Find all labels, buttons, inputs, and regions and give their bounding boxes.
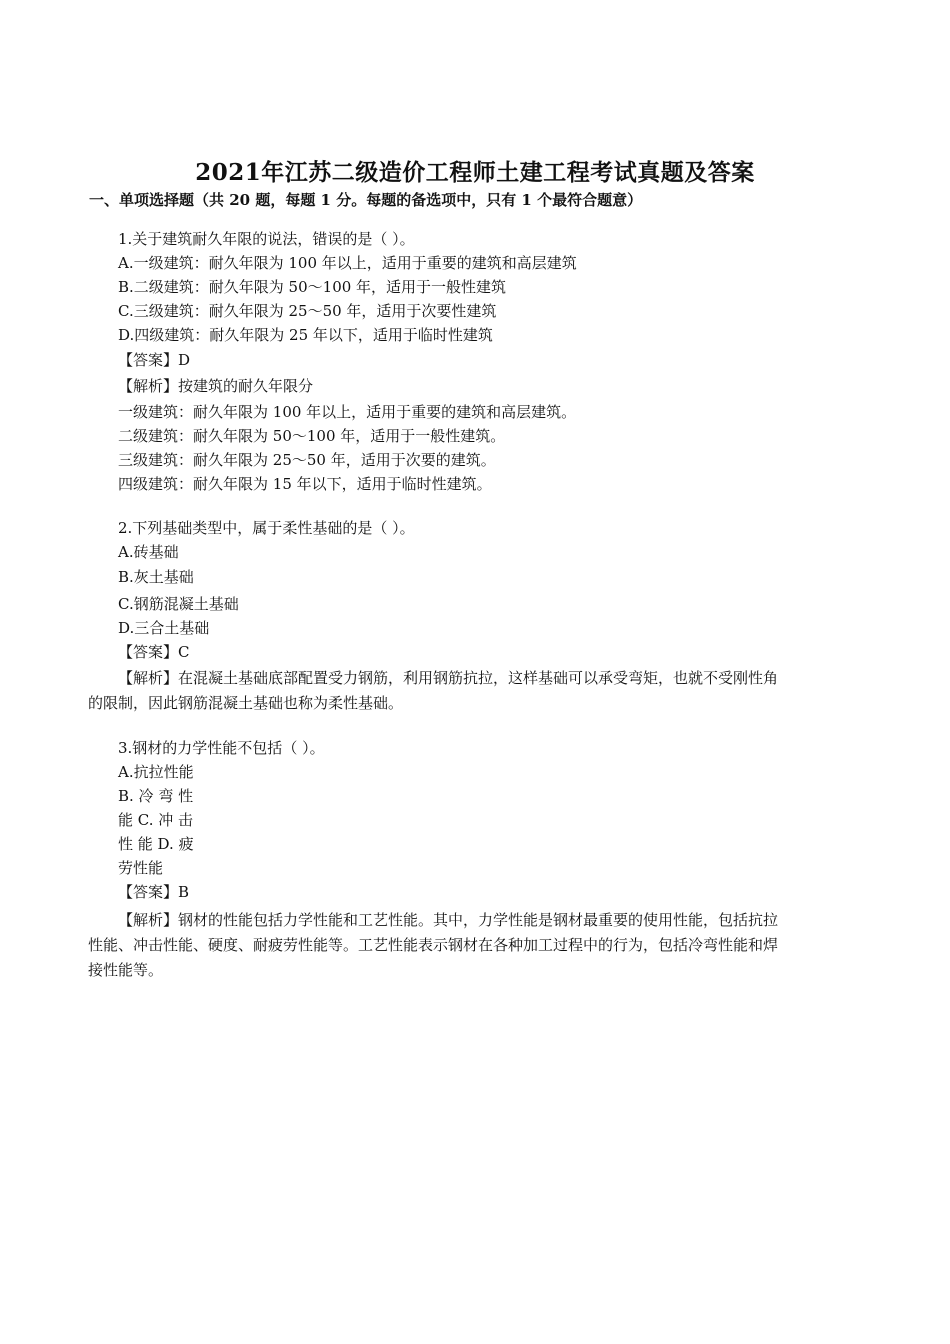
- analysis-line: 【解析】钢材的性能包括力学性能和工艺性能。其中，力学性能是钢材最重要的使用性能，包括抗拉: [118, 911, 779, 929]
- question-stem: 2.下列基础类型中，属于柔性基础的是（ ）。: [118, 519, 415, 537]
- answer: 【答案】D: [118, 351, 191, 369]
- option-line: B. 冷 弯 性: [118, 787, 194, 805]
- option-b: B.灰土基础: [118, 568, 194, 586]
- option-line: 劳性能: [118, 859, 164, 877]
- option-line: 性 能 D. 疲: [118, 835, 194, 853]
- document-title: 2021年江苏二级造价工程师土建工程考试真题及答案: [195, 159, 755, 186]
- analysis-line: 性能、冲击性能、硬度、耐疲劳性能等。工艺性能表示钢材在各种加工过程中的行为，包括冷弯性能和焊: [88, 936, 779, 954]
- option-b: B.二级建筑：耐久年限为 50～100 年，适用于一般性建筑: [118, 278, 507, 296]
- option-d: D.三合土基础: [118, 619, 210, 637]
- analysis-line: 三级建筑：耐久年限为 25～50 年，适用于次要的建筑。: [118, 451, 496, 469]
- analysis-line: 接性能等。: [88, 961, 164, 979]
- option-d: D.四级建筑：耐久年限为 25 年以下，适用于临时性建筑: [118, 326, 493, 344]
- analysis-line: 四级建筑：耐久年限为 15 年以下，适用于临时性建筑。: [118, 475, 492, 493]
- question-stem: 1.关于建筑耐久年限的说法，错误的是（ ）。: [118, 230, 415, 248]
- answer: 【答案】B: [118, 883, 190, 901]
- analysis-line: 二级建筑：耐久年限为 50～100 年，适用于一般性建筑。: [118, 427, 506, 445]
- answer: 【答案】C: [118, 643, 190, 661]
- analysis-line: 的限制，因此钢筋混凝土基础也称为柔性基础。: [88, 694, 404, 712]
- option-a: A.抗拉性能: [118, 763, 194, 781]
- option-line: 能 C. 冲 击: [118, 811, 194, 829]
- option-a: A.一级建筑：耐久年限为 100 年以上，适用于重要的建筑和高层建筑: [118, 254, 577, 272]
- section-heading: 一、单项选择题（共 20 题，每题 1 分。每题的备选项中，只有 1 个最符合题意）: [89, 191, 643, 209]
- option-c: C.三级建筑：耐久年限为 25～50 年，适用于次要性建筑: [118, 302, 497, 320]
- analysis-line: 一级建筑：耐久年限为 100 年以上，适用于重要的建筑和高层建筑。: [118, 403, 577, 421]
- question-stem: 3.钢材的力学性能不包括（ ）。: [118, 739, 325, 757]
- analysis-line: 【解析】在混凝土基础底部配置受力钢筋，利用钢筋抗拉，这样基础可以承受弯矩，也就不受刚性角: [118, 669, 779, 687]
- option-a: A.砖基础: [118, 543, 179, 561]
- analysis-line: 【解析】按建筑的耐久年限分: [118, 377, 314, 395]
- option-c: C.钢筋混凝土基础: [118, 595, 239, 613]
